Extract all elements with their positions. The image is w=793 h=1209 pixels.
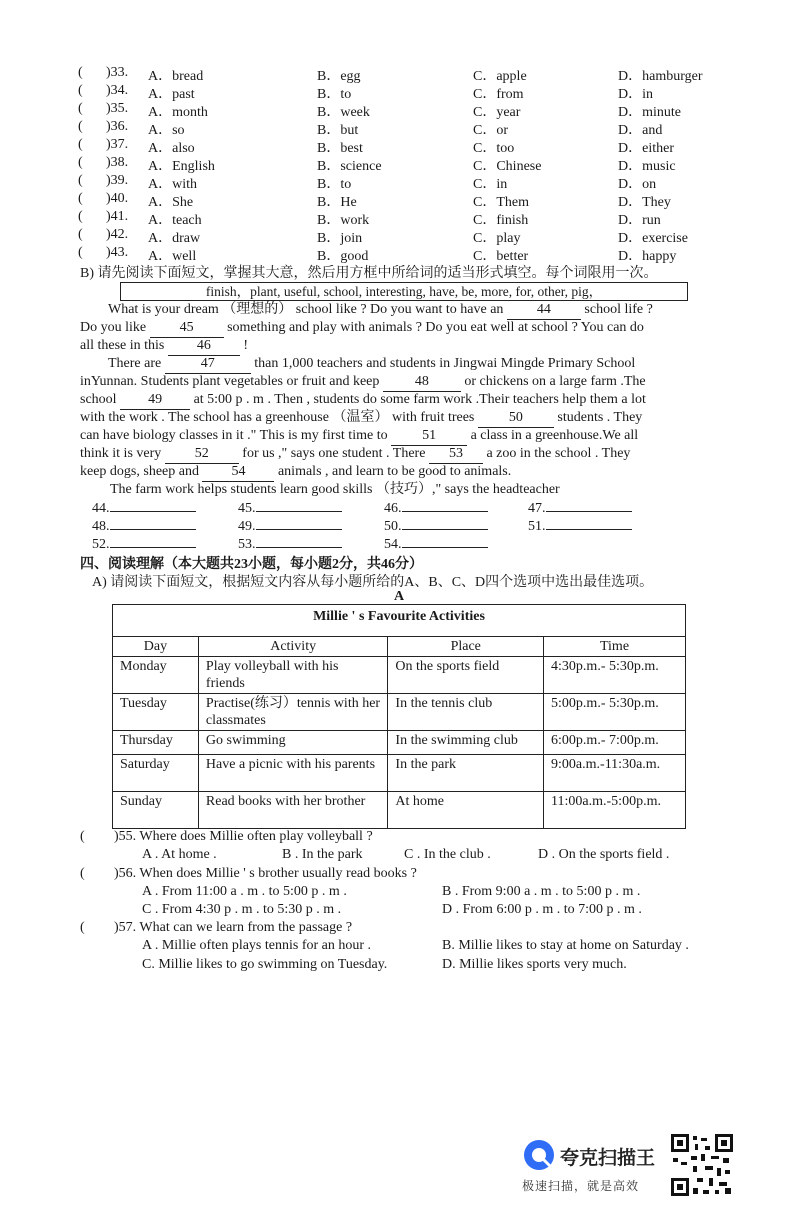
answer-blank[interactable]: 49. — [238, 517, 342, 535]
qr-code-icon — [671, 1134, 733, 1196]
passage-label: A — [394, 589, 405, 604]
option-d[interactable]: D．hamburger — [618, 69, 703, 84]
option-a[interactable]: A．well — [148, 249, 197, 264]
answer-blank[interactable]: 44. — [92, 499, 196, 517]
answer-paren[interactable]: ( — [78, 101, 83, 116]
passage-line: There are 47 than 1,000 teachers and students in Jingwai Mingde Primary School — [108, 355, 748, 374]
mcq-row — [78, 173, 738, 191]
answer-paren[interactable]: ( — [78, 173, 83, 188]
option-c[interactable]: C．better — [473, 249, 529, 264]
option-b[interactable]: B．to — [317, 177, 352, 192]
answer-blank[interactable]: 51. — [528, 517, 632, 535]
option-b[interactable]: B．science — [317, 159, 382, 174]
question-number: )40. — [106, 191, 129, 206]
question-number: )39. — [106, 173, 129, 188]
watermark-slogan: 极速扫描，就是高效 — [522, 1179, 640, 1193]
answer-paren[interactable]: ( — [78, 227, 83, 242]
table-cell: In the swimming club — [388, 731, 544, 755]
answer-blank[interactable]: 52. — [92, 535, 196, 553]
option-c[interactable]: C．year — [473, 105, 521, 120]
answer-paren[interactable]: ( — [78, 209, 83, 224]
mcq-row — [78, 209, 738, 227]
answer-blank[interactable]: 53. — [238, 535, 342, 553]
passage-line: inYunnan. Students plant vegetables or fruit and keep 48 or chickens on a large farm .The — [80, 373, 720, 392]
blank-54: 54 — [202, 463, 274, 482]
question-number: )35. — [106, 101, 129, 116]
table-cell: 11:00a.m.-5:00p.m. — [544, 792, 686, 829]
answer-paren[interactable]: ( — [78, 245, 83, 260]
answer-blank[interactable]: 54. — [384, 535, 488, 553]
option-b[interactable]: B．egg — [317, 69, 361, 84]
option-d[interactable]: D．music — [618, 159, 676, 174]
activities-table — [112, 604, 686, 829]
option-c[interactable]: C．Them — [473, 195, 529, 210]
column-header: Time — [544, 637, 686, 657]
option-c[interactable]: C．play — [473, 231, 521, 246]
answer-blank[interactable]: 48. — [92, 517, 196, 535]
option-c[interactable]: C．too — [473, 141, 515, 156]
mcq-row — [78, 137, 738, 155]
mcq-row — [78, 191, 738, 209]
question-number: )41. — [106, 209, 129, 224]
table-cell: Monday — [113, 657, 199, 694]
option-a[interactable]: A . From 11:00 a . m . to 5:00 p . m . — [142, 884, 347, 899]
option-d[interactable]: D．in — [618, 87, 653, 102]
question-55-stem: )55. Where does Millie often play volleyball ? — [114, 829, 373, 844]
answer-paren[interactable]: ( — [78, 191, 83, 206]
option-d[interactable]: D．They — [618, 195, 671, 210]
blank-47: 47 — [165, 355, 251, 374]
section-heading: 四、阅读理解（本大题共23小题，每小题2分，共46分） — [80, 557, 423, 572]
passage-line: school 49 at 5:00 p . m . Then , students do some farm work .Their teachers help them a lot — [80, 391, 720, 410]
option-c[interactable]: C．in — [473, 177, 508, 192]
option-a[interactable]: A．so — [148, 123, 185, 138]
table-row — [113, 792, 686, 829]
question-number: )33. — [106, 65, 129, 80]
option-d[interactable]: D．run — [618, 213, 661, 228]
option-c[interactable]: C．apple — [473, 69, 527, 84]
answer-blank[interactable]: 46. — [384, 499, 488, 517]
option-b[interactable]: B．to — [317, 87, 352, 102]
option-a[interactable]: A．with — [148, 177, 197, 192]
answer-paren[interactable]: ( — [78, 155, 83, 170]
word-box: finish，plant, useful, school, interesting, have, be, more, for, other, pig， — [120, 282, 688, 301]
table-title: Millie ' s Favourite Activities — [113, 605, 686, 637]
question-number: )43. — [106, 245, 129, 260]
table-cell: Go swimming — [198, 731, 388, 755]
passage-line: all these in this 46 ! — [80, 337, 720, 356]
table-cell: Read books with her brother — [198, 792, 388, 829]
option-b[interactable]: B．work — [317, 213, 370, 228]
answer-paren[interactable]: ( — [78, 65, 83, 80]
option-d[interactable]: D．either — [618, 141, 674, 156]
mcq-row — [78, 155, 738, 173]
answer-blank[interactable]: 45. — [238, 499, 342, 517]
table-cell: Have a picnic with his parents — [198, 755, 388, 792]
passage-line: What is your dream （理想的） school like ? Do you want to have an 44 school life ? — [108, 301, 748, 320]
answer-paren[interactable]: ( — [78, 119, 83, 134]
scanner-logo-icon — [522, 1138, 556, 1172]
question-number: )36. — [106, 119, 129, 134]
table-header-row — [113, 637, 686, 657]
blank-50: 50 — [478, 409, 554, 428]
blank-45: 45 — [150, 319, 224, 338]
option-a[interactable]: A . Millie often plays tennis for an hour . — [142, 938, 372, 953]
table-cell: Practise(练习）tennis with her classmates — [198, 694, 388, 731]
option-d[interactable]: D．happy — [618, 249, 677, 264]
blank-49: 49 — [120, 391, 190, 410]
option-d[interactable]: D . On the sports field . — [538, 847, 670, 862]
blank-52: 52 — [165, 445, 239, 464]
question-57-stem: )57. What can we learn from the passage ? — [114, 920, 353, 935]
table-row — [113, 657, 686, 694]
table-cell: In the park — [388, 755, 544, 792]
option-d[interactable]: D．exercise — [618, 231, 688, 246]
option-a[interactable]: A．past — [148, 87, 195, 102]
mcq-row — [78, 101, 738, 119]
option-c[interactable]: C．Chinese — [473, 159, 542, 174]
option-c[interactable]: C．from — [473, 87, 524, 102]
mcq-row — [78, 83, 738, 101]
table-row — [113, 731, 686, 755]
mcq-row — [78, 227, 738, 245]
passage-line: Do you like 45 something and play with animals ? Do you eat well at school ? You can do — [80, 319, 720, 338]
blank-46: 46 — [168, 337, 240, 356]
column-header: Day — [113, 637, 199, 657]
table-cell: On the sports field — [388, 657, 544, 694]
passage-line: with the work . The school has a greenhouse （温室） with fruit trees 50 students . They — [80, 409, 720, 428]
question-number: )38. — [106, 155, 129, 170]
passage-line: The farm work helps students learn good skills （技巧）," says the headteacher — [110, 482, 560, 497]
option-c[interactable]: C. Millie likes to go swimming on Tuesday. — [142, 957, 388, 972]
option-a[interactable]: A．draw — [148, 231, 201, 246]
blank-53: 53 — [429, 445, 483, 464]
option-b[interactable]: B．best — [317, 141, 363, 156]
option-b[interactable]: B．week — [317, 105, 370, 120]
table-cell: 4:30p.m.- 5:30p.m. — [544, 657, 686, 694]
answer-paren[interactable]: ( — [78, 137, 83, 152]
question-number: )42. — [106, 227, 129, 242]
mcq-row — [78, 245, 738, 263]
table-cell: Tuesday — [113, 694, 199, 731]
option-a[interactable]: A．English — [148, 159, 215, 174]
blank-51: 51 — [391, 427, 467, 446]
question-55-paren[interactable]: ( — [80, 829, 85, 844]
option-a[interactable]: A．teach — [148, 213, 202, 228]
option-d[interactable]: D. Millie likes sports very much. — [442, 957, 627, 972]
answer-blank[interactable]: 47. — [528, 499, 632, 517]
question-number: )34. — [106, 83, 129, 98]
table-cell: At home — [388, 792, 544, 829]
table-cell: In the tennis club — [388, 694, 544, 731]
question-56-stem: )56. When does Millie ' s brother usually read books ? — [114, 866, 417, 881]
passage-line: keep dogs, sheep and 54 animals , and learn to be good to animals. — [80, 463, 720, 482]
table-cell: 9:00a.m.-11:30a.m. — [544, 755, 686, 792]
table-cell: 6:00p.m.- 7:00p.m. — [544, 731, 686, 755]
option-b[interactable]: B．join — [317, 231, 363, 246]
passage-line: think it is very 52 for us ," says one student . There 53 a zoo in the school . They — [80, 445, 720, 464]
option-a[interactable]: A．month — [148, 105, 208, 120]
option-a[interactable]: A．also — [148, 141, 195, 156]
table-cell: Sunday — [113, 792, 199, 829]
watermark-brand: 夸克扫描王 — [560, 1147, 656, 1169]
option-a[interactable]: A．She — [148, 195, 194, 210]
question-number: )37. — [106, 137, 129, 152]
option-b[interactable]: B . From 9:00 a . m . to 5:00 p . m . — [442, 884, 641, 899]
blank-44: 44 — [507, 301, 581, 320]
passage-line: can have biology classes in it ." This is my first time to 51 a class in a greenhouse.We all — [80, 427, 720, 446]
mcq-row — [78, 119, 738, 137]
option-b[interactable]: B . In the park — [282, 847, 363, 862]
option-c[interactable]: C . In the club . — [404, 847, 491, 862]
table-cell: Play volleyball with his friends — [198, 657, 388, 694]
table-row — [113, 694, 686, 731]
question-57-paren[interactable]: ( — [80, 920, 85, 935]
option-a[interactable]: A . At home . — [142, 847, 217, 862]
column-header: Place — [388, 637, 544, 657]
table-cell: 5:00p.m.- 5:30p.m. — [544, 694, 686, 731]
answer-blank[interactable]: 50. — [384, 517, 488, 535]
question-56-paren[interactable]: ( — [80, 866, 85, 881]
blank-48: 48 — [383, 373, 461, 392]
answer-paren[interactable]: ( — [78, 83, 83, 98]
mcq-row — [78, 65, 738, 83]
table-cell: Thursday — [113, 731, 199, 755]
table-cell: Saturday — [113, 755, 199, 792]
option-c[interactable]: C．or — [473, 123, 508, 138]
option-d[interactable]: D．and — [618, 123, 663, 138]
table-row — [113, 755, 686, 792]
option-a[interactable]: A．bread — [148, 69, 204, 84]
option-b[interactable]: B．He — [317, 195, 357, 210]
option-d[interactable]: D．minute — [618, 105, 681, 120]
option-b[interactable]: B. Millie likes to stay at home on Saturday . — [442, 938, 689, 953]
section-instruction: A) 请阅读下面短文，根据短文内容从每小题所给的A、B、C、D四个选项中选出最佳选项。 — [92, 575, 654, 590]
column-header: Activity — [198, 637, 388, 657]
option-c[interactable]: C . From 4:30 p . m . to 5:30 p . m . — [142, 902, 342, 917]
option-b[interactable]: B．but — [317, 123, 359, 138]
option-b[interactable]: B．good — [317, 249, 369, 264]
option-c[interactable]: C．finish — [473, 213, 529, 228]
option-d[interactable]: D．on — [618, 177, 657, 192]
section-b-instruction: B) 请先阅读下面短文，掌握其大意，然后用方框中所给词的适当形式填空。每个词限用一次。 — [80, 266, 658, 281]
option-d[interactable]: D . From 6:00 p . m . to 7:00 p . m . — [442, 902, 642, 917]
